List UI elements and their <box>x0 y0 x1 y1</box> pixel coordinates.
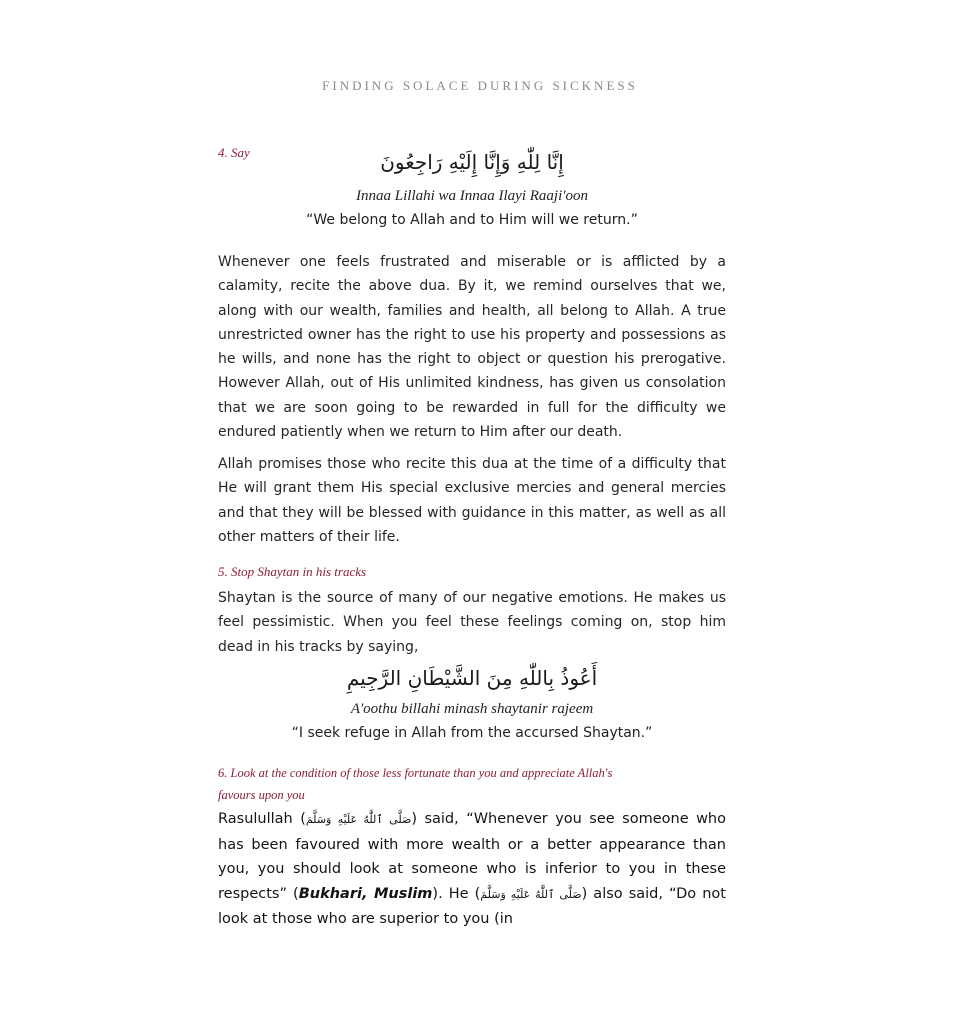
section-4-translation: “We belong to Allah and to Him will we return.” <box>306 212 638 228</box>
section-6-text-end: ) also said, “Do not look at those who are superior to you (in <box>218 885 726 927</box>
section-4-heading: 4. Say <box>218 145 250 160</box>
section-6-text-start: Rasulullah ( <box>218 811 306 827</box>
section-5-transliteration: A'oothu billahi minash shaytanir rajeem <box>350 701 594 717</box>
section-4-arabic-dua: إِنَّا لِلّٰهِ وَإِنَّا إِلَيْهِ رَاجِعُونَ <box>380 150 564 174</box>
section-4-paragraph-2: Allah promises those who recite this dua at the time of a difficulty that He will grant them His special exclusive mercies and general mercies and that they will be blessed with guidance in this matter, as well as all other matters of their life. <box>218 456 726 545</box>
section-6-text-after-ref: ). He ( <box>432 885 481 902</box>
hadith-reference: Bukhari, Muslim <box>298 885 433 902</box>
section-5-translation: “I seek refuge in Allah from the accursed Shaytan.” <box>291 725 653 741</box>
section-6-heading-line-1: 6. Look at the condition of those less fortunate than you and appreciate Allah's <box>218 766 613 780</box>
running-head: FINDING SOLACE DURING SICKNESS <box>322 78 638 93</box>
section-6-heading <box>218 762 738 806</box>
section-5-arabic-dua: أَعُوذُ بِاللّٰهِ مِنَ الشَّيْطَانِ الرَّجِيمِ <box>346 666 598 690</box>
section-4-paragraph-1: Whenever one feels frustrated and miserable or is afflicted by a calamity, recite the above dua. By it, we remind ourselves that we, along with our wealth, families and health, all belong to Allah. A true unrestricted owner has the right to use his property and possessions as he wills, and none has the right to object or question his prerogative. However Allah, out of His unlimited kindness, has given us consolation that we are soon going to be rewarded in full for the difficulty we endured patiently when we return to Him after our death. <box>218 254 726 441</box>
section-5-paragraph: Shaytan is the source of many of our negative emotions. He makes us feel pessimistic. When you feel these feelings coming on, stop him dead in his tracks by saying, <box>218 590 726 655</box>
honorific-arabic-2: صَلَّى ٱللَّٰهُ عَلَيْهِ وَسَلَّمَ <box>480 887 582 901</box>
section-6-text-mid: ) said, “Whenever you see someone who has been favoured with more wealth or a better appearance than you, you should look at someone who is inferior to you in these respects” ( <box>218 811 726 902</box>
honorific-arabic: صَلَّى ٱللَّٰهُ عَلَيْهِ وَسَلَّمَ <box>305 813 412 826</box>
section-6-paragraph <box>218 807 726 932</box>
section-4-transliteration: Innaa Lillahi wa Innaa Ilayi Raaji'oon <box>356 188 588 204</box>
section-6-heading-line-2: favours upon you <box>218 788 305 802</box>
section-5-heading: 5. Stop Shaytan in his tracks <box>218 564 367 579</box>
